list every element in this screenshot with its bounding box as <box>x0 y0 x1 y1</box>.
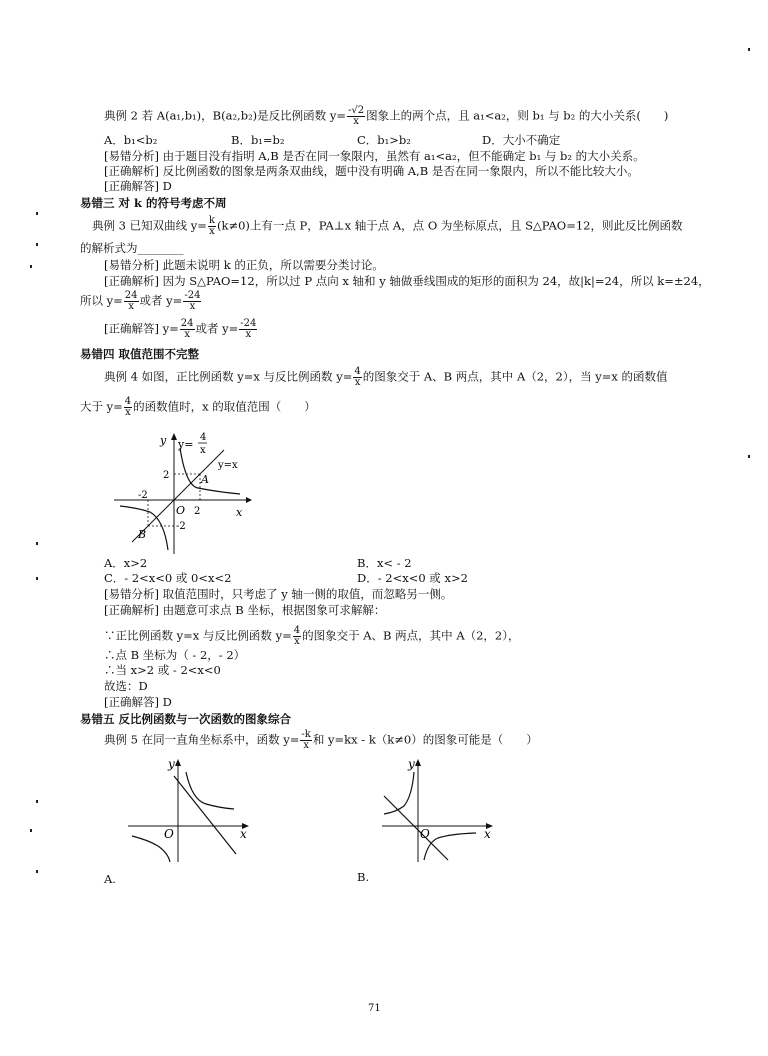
err5-graph-a-label-o: O <box>164 827 174 841</box>
err4-graph-label-x: x <box>236 506 243 519</box>
err5-graph-b-label-o: O <box>420 827 430 841</box>
err4-frac2 <box>124 397 132 418</box>
err4-graph-hyperbola-q1 <box>180 448 240 494</box>
err4-graph-label-line: y=x <box>218 460 238 471</box>
err4-graph-x-arrow <box>246 497 252 503</box>
err4-sol4: ∴当 x>2 或 - 2<x<0 <box>104 663 221 677</box>
err4-frac-num: 4 <box>354 366 361 377</box>
err4-graph-tick-neg2x: -2 <box>138 490 148 501</box>
err3-answer-frac1 <box>180 319 195 340</box>
scan-speck <box>748 48 750 51</box>
scan-speck <box>36 243 38 246</box>
err4-graph-y-arrow <box>171 433 177 440</box>
err3-result-or: 或者 y= <box>139 293 183 308</box>
ex2-frac-num: -√2 <box>347 105 365 116</box>
ex2-option-d: D．大小不确定 <box>482 133 561 147</box>
err5-caption-a: A. <box>104 872 116 886</box>
err3-result-frac1-num: 24 <box>124 290 138 301</box>
page-number: 71 <box>368 1003 381 1014</box>
err3-answer-frac1-num: 24 <box>180 318 194 329</box>
err4-graph-tick-2y: 2 <box>163 470 170 481</box>
ex2-stem-b: 图象上的两个点，且 a₁<a₂，则 b₁ 与 b₂ 的大小关系( ) <box>366 108 669 123</box>
err5-graph-a-label-x: x <box>240 827 247 841</box>
ex2-answer: [正确解答] D <box>104 179 172 193</box>
ex2-option-b: B．b₁=b₂ <box>231 133 285 147</box>
ex2-option-a: A．b₁<b₂ <box>104 133 158 147</box>
err4-graph-label-y: y <box>160 434 167 447</box>
ex2-option-c: C．b₁>b₂ <box>357 133 411 147</box>
err4-graph-label-eq: y= <box>178 438 194 451</box>
ex2-stem-a: 典例 2 若 A(a₁,b₁)，B(a₂,b₂)是反比例函数 y= <box>104 108 346 123</box>
err3-result-frac2 <box>183 291 201 312</box>
err3-result-a: 所以 y= <box>80 293 123 308</box>
err4-answer: [正确解答] D <box>104 695 172 709</box>
err3-solution: [正确解析] 因为 S△PAO=12，所以过 P 点向 x 轴和 y 轴做垂线围成的矩形的面积为 24，故|k|=24，所以 k=±24， <box>104 274 710 288</box>
err3-frac-num: k <box>208 215 215 226</box>
ex2-stem <box>104 106 668 127</box>
err3-answer-frac2 <box>239 319 257 340</box>
err4-graph-label-b: B <box>138 528 147 541</box>
scan-speck <box>36 577 38 580</box>
err3-frac-den: x <box>209 226 215 237</box>
err4-heading: 易错四 取值范围不完整 <box>80 347 200 361</box>
err5-graph-b-line <box>384 796 448 860</box>
ex2-analysis: [易错分析] 由于题目没有指明 A,B 是否在同一象限内，虽然有 a₁<a₂，但不能确定 b₁ 与 b₂ 的大小关系。 <box>104 149 645 163</box>
err5-caption-b: B. <box>357 870 370 884</box>
err4-frac2-num: 4 <box>124 396 132 407</box>
err5-graph-b-label-y: y <box>408 757 415 771</box>
err4-stem-c-b: 的函数值时，x 的取值范围（ ） <box>133 399 316 414</box>
err3-answer-frac1-den: x <box>184 329 190 340</box>
err4-option-b: B．x< - 2 <box>357 556 412 570</box>
err3-analysis: [易错分析] 此题未说明 k 的正负，所以需要分类讨论。 <box>104 258 384 272</box>
scan-speck <box>30 265 32 268</box>
err5-graph-a <box>124 756 254 864</box>
err5-graph-a-hyperbola-q1 <box>186 772 234 809</box>
err4-option-c: C．- 2<x<0 或 0<x<2 <box>104 571 232 585</box>
err3-answer-or: 或者 y= <box>195 321 239 336</box>
err5-stem-b: 和 y=kx - k（k≠0）的图象可能是（ ） <box>312 732 538 747</box>
scan-speck <box>36 542 38 545</box>
err4-sol3: ∴点 B 坐标为（ - 2，- 2） <box>104 648 246 662</box>
err5-heading: 易错五 反比例函数与一次函数的图象综合 <box>80 712 292 726</box>
err4-stem-c-a: 大于 y= <box>80 399 123 414</box>
err4-sol5: 故选：D <box>104 679 148 693</box>
err3-stem-a: 典例 3 已知双曲线 y= <box>92 218 207 233</box>
err5-graph-b-y-arrow <box>415 759 421 766</box>
err4-stem <box>104 367 668 388</box>
err4-sol2-b: 的图象交于 A、B 两点，其中 A（2，2）， <box>302 628 520 643</box>
err4-analysis: [易错分析] 取值范围时，只考虑了 y 轴一侧的取值，而忽略另一侧。 <box>104 587 453 601</box>
err4-option-d: D．- 2<x<0 或 x>2 <box>357 571 468 585</box>
err3-heading: 易错三 对 k 的符号考虑不周 <box>80 196 227 210</box>
err5-graph-b <box>378 756 498 864</box>
err3-result-frac2-num: -24 <box>184 290 201 301</box>
err4-sol2-a: ∵正比例函数 y=x 与反比例函数 y= <box>104 628 292 643</box>
err5-frac <box>300 730 311 751</box>
err4-sol2-frac-num: 4 <box>293 625 301 636</box>
err4-sol2-frac <box>293 626 301 647</box>
ex2-solution: [正确解析] 反比例函数的图象是两条双曲线，题中没有明确 A,B 是否在同一象限内，所以不能比较大小。 <box>104 164 639 178</box>
err5-stem <box>104 730 538 751</box>
err4-stem-a: 典例 4 如图，正比例函数 y=x 与反比例函数 y= <box>104 369 353 384</box>
err3-answer-a: [正确解答] y= <box>104 321 179 336</box>
err3-answer <box>104 319 258 340</box>
err3-result-frac1 <box>124 291 139 312</box>
err4-sol2 <box>104 626 520 647</box>
err5-graph-a-y-arrow <box>175 759 181 766</box>
err5-graph-b-label-x: x <box>484 827 491 841</box>
scan-speck <box>36 212 38 215</box>
err4-graph-label-o: O <box>176 504 186 517</box>
err4-frac <box>353 367 361 388</box>
err4-frac2-den: x <box>125 407 131 418</box>
scan-speck <box>36 870 38 873</box>
err3-stem-c: 的解析式为________ <box>80 241 184 255</box>
err4-sol2-frac-den: x <box>294 636 300 647</box>
err4-graph <box>108 428 253 555</box>
err5-stem-a: 典例 5 在同一直角坐标系中，函数 y= <box>104 732 300 747</box>
err4-graph-tick-2x: 2 <box>194 506 201 517</box>
err3-answer-frac2-num: -24 <box>240 318 257 329</box>
err4-graph-eq-num: 4 <box>200 432 207 443</box>
scan-speck <box>36 800 38 803</box>
err3-answer-frac2-den: x <box>245 329 252 340</box>
err3-frac <box>208 216 216 237</box>
err4-graph-tick-neg2y: -2 <box>176 521 186 532</box>
scan-speck <box>748 455 750 458</box>
err3-result-frac1-den: x <box>128 301 134 312</box>
err3-stem <box>92 216 682 237</box>
err5-graph-a-line <box>174 776 236 854</box>
err4-graph-label-a: A <box>201 473 209 486</box>
scan-speck <box>30 829 32 832</box>
ex2-frac-den: x <box>353 116 359 127</box>
err3-result <box>80 291 202 312</box>
err4-solution: [正确解析] 由题意可求点 B 坐标，根据图象可求解解： <box>104 603 386 617</box>
ex2-frac <box>347 106 365 127</box>
err4-option-a: A．x>2 <box>104 556 148 570</box>
err5-graph-a-label-y: y <box>168 757 175 771</box>
err5-frac-den: x <box>303 740 309 751</box>
err4-stem-b: 的图象交于 A、B 两点，其中 A（2，2），当 y=x 的函数值 <box>362 369 668 384</box>
err5-graph-b-hyperbola-q2 <box>384 772 414 814</box>
err4-frac-den: x <box>354 377 361 388</box>
err5-graph-b-hyperbola-q4 <box>424 833 476 860</box>
err3-stem-b: (k≠0)上有一点 P，PA⊥x 轴于点 A，点 O 为坐标原点，且 S△PAO=12，则此反比例函数 <box>216 218 683 233</box>
err3-result-frac2-den: x <box>189 301 196 312</box>
err5-frac-num: -k <box>301 729 311 740</box>
err4-graph-eq-den: x <box>200 445 206 456</box>
err4-stem-c <box>80 397 316 418</box>
